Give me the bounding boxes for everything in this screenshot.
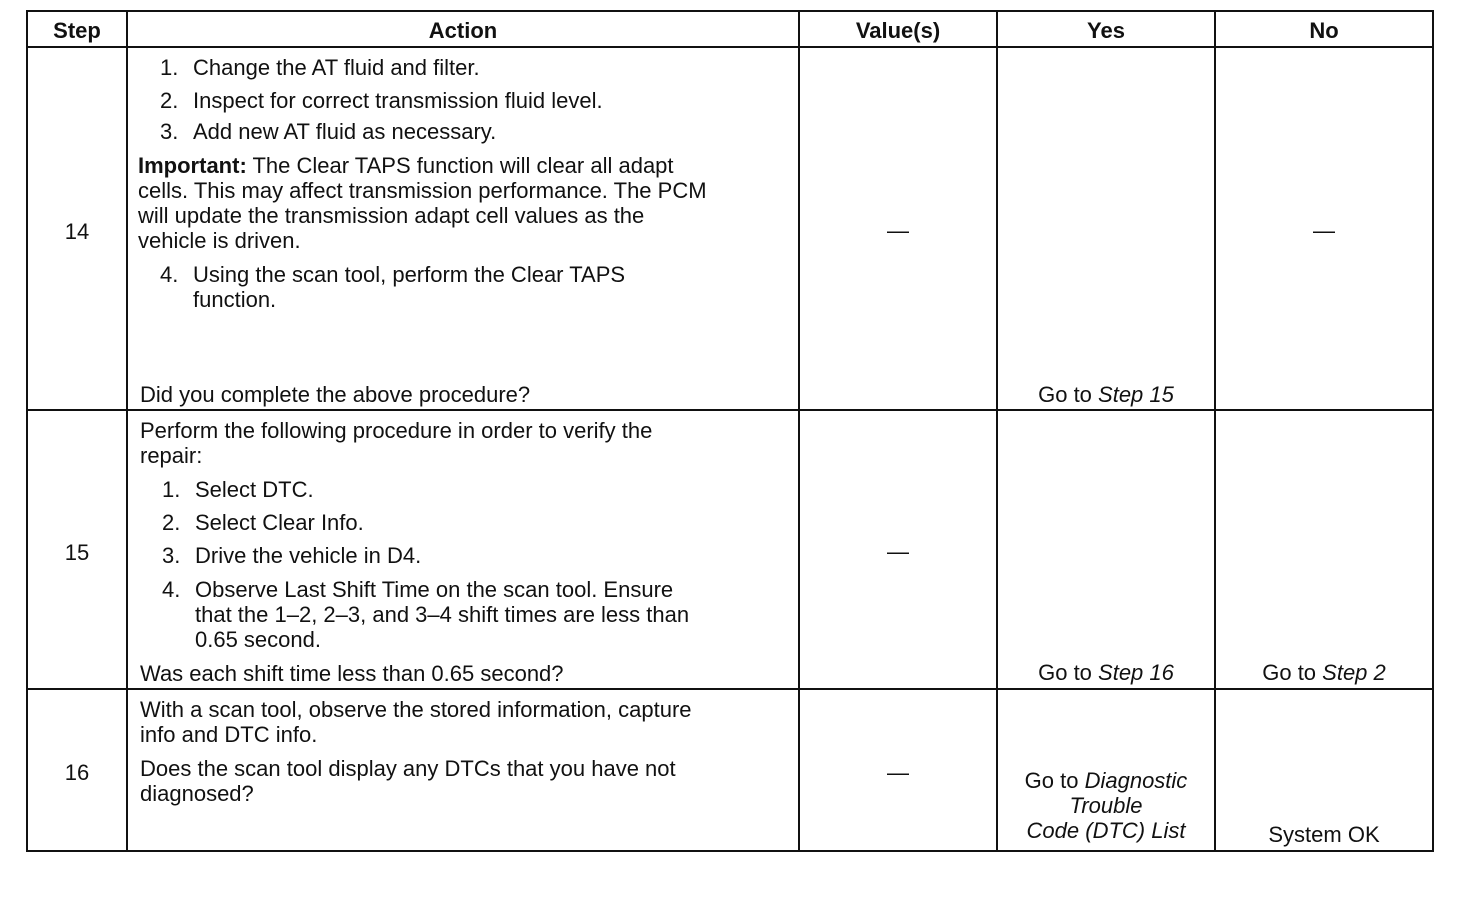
list-item-text: Change the AT fluid and filter. [193,55,480,80]
header-values: Value(s) [855,18,941,43]
step-question: diagnosed? [140,781,254,806]
intro-text: With a scan tool, observe the stored information, capture [140,697,692,722]
header-step: Step [53,18,101,43]
list-item-text: Select Clear Info. [195,510,364,535]
header-no: No [1309,18,1339,43]
no-link[interactable] [1216,660,1432,685]
important-text: vehicle is driven. [138,228,301,253]
step-number: 15 [64,540,90,565]
list-item-text: Observe Last Shift Time on the scan tool. Ensure [195,577,674,602]
row-divider [28,409,1432,411]
intro-text: repair: [140,443,203,468]
column-divider [126,12,128,850]
yes-link[interactable] [998,660,1214,685]
list-item-text: Inspect for correct transmission fluid level. [193,88,603,113]
dtc-list-link[interactable]: Diagnostic [1084,768,1188,793]
value-cell: — [887,539,909,564]
step-link[interactable]: Step 2 [1322,660,1386,685]
column-divider [1214,12,1216,850]
list-number: 2. [160,88,179,113]
step-number: 16 [64,760,90,785]
important-label: Important: [138,153,247,178]
row-divider [28,46,1432,48]
header-yes: Yes [1087,18,1125,43]
list-item-text: that the 1–2, 2–3, and 3–4 shift times are less than [195,602,690,627]
step-question: Did you complete the above procedure? [140,382,531,407]
important-text: will update the transmission adapt cell values as the [138,203,645,228]
list-number: 3. [162,543,181,568]
diagnostic-table [26,10,1434,852]
row-divider [28,688,1432,690]
list-number: 2. [162,510,181,535]
list-item-text: Drive the vehicle in D4. [195,543,422,568]
list-item-text: 0.65 second. [195,627,321,652]
step-question: Does the scan tool display any DTCs that you have not [140,756,676,781]
yes-link[interactable] [998,382,1214,407]
intro-text: Perform the following procedure in order to verify the [140,418,653,443]
value-cell: — [887,760,909,785]
list-item-text: Using the scan tool, perform the Clear TAPS [193,262,626,287]
column-divider [798,12,800,850]
yes-prefix: Go to [1038,660,1099,685]
yes-prefix: Go to [1024,768,1085,793]
yes-link[interactable] [998,768,1214,793]
list-number: 3. [160,119,179,144]
list-item-text: Add new AT fluid as necessary. [193,119,497,144]
column-divider [996,12,998,850]
dtc-list-link[interactable]: Trouble [1069,793,1143,818]
list-item-text: Select DTC. [195,477,314,502]
step-link[interactable]: Step 15 [1098,382,1174,407]
no-cell: — [1313,218,1335,243]
list-number: 4. [162,577,181,602]
important-text: The Clear TAPS function will clear all adapt [246,153,674,178]
step-question: Was each shift time less than 0.65 second? [140,661,564,686]
step-number: 14 [64,219,90,244]
no-cell: System OK [1268,822,1380,847]
list-item-text: function. [193,287,277,312]
no-prefix: Go to [1262,660,1323,685]
yes-prefix: Go to [1038,382,1099,407]
important-text: cells. This may affect transmission performance. The PCM [138,178,707,203]
step-link[interactable]: Step 16 [1098,660,1174,685]
value-cell: — [887,218,909,243]
intro-text: info and DTC info. [140,722,318,747]
list-number: 4. [160,262,179,287]
important-note-line1 [138,153,674,178]
header-action: Action [428,18,498,43]
dtc-list-link[interactable]: Code (DTC) List [1026,818,1186,843]
list-number: 1. [160,55,179,80]
list-number: 1. [162,477,181,502]
